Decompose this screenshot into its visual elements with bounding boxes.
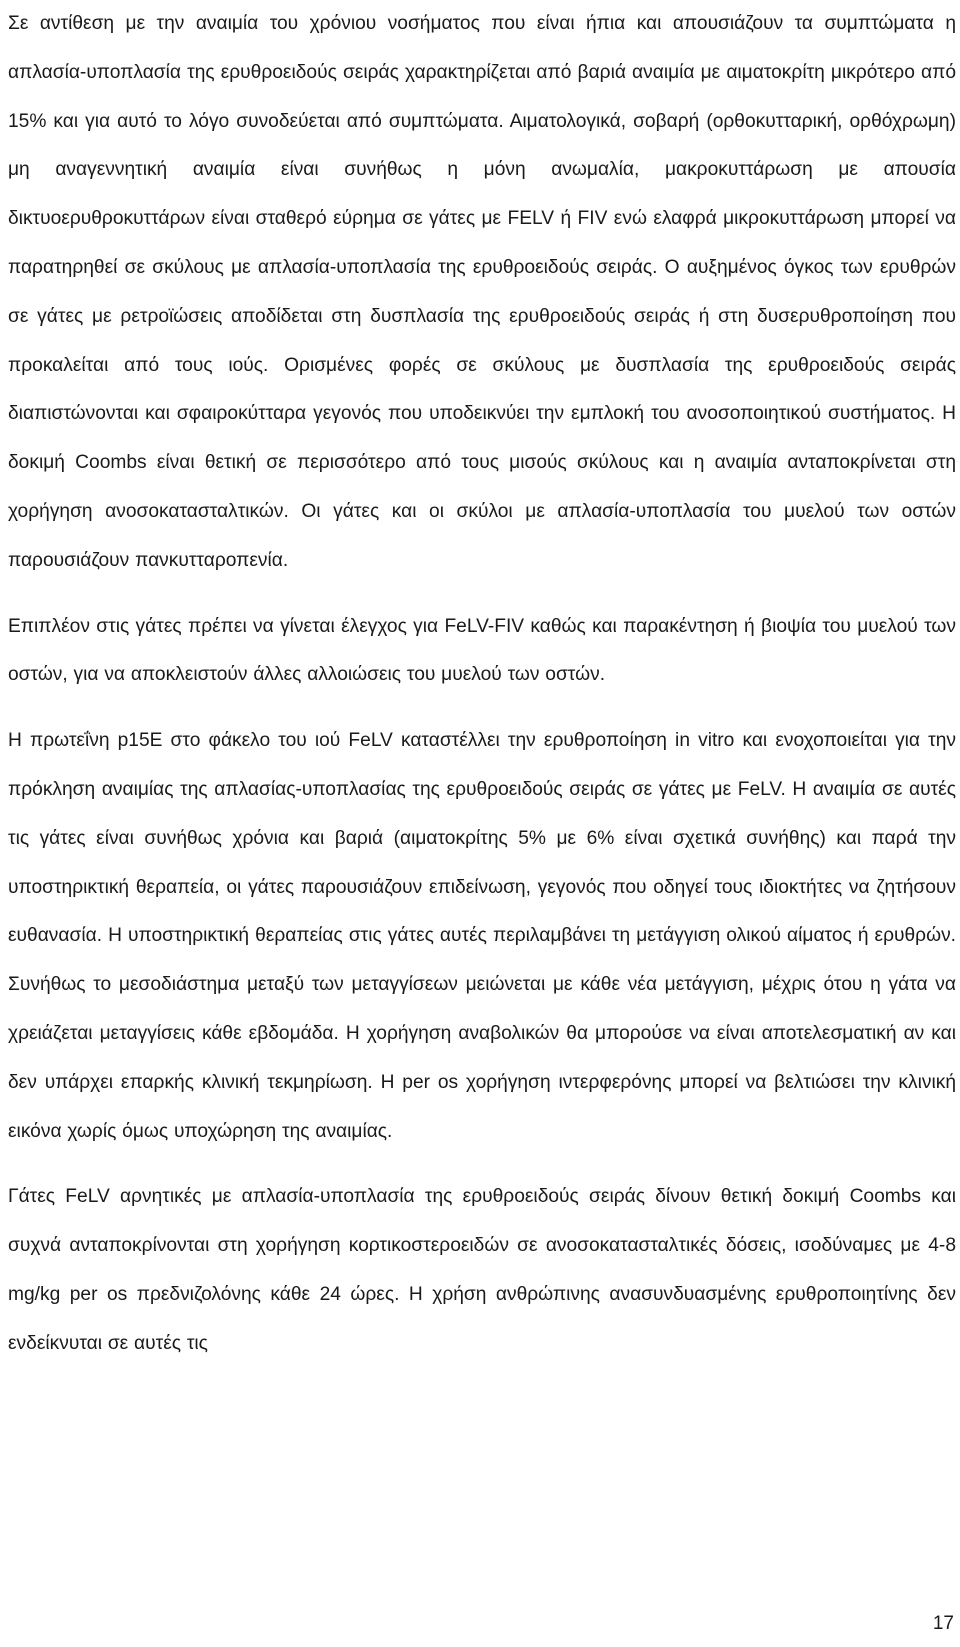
document-body xyxy=(8,0,956,1369)
paragraph-felv-negative-cats: Γάτες FeLV αρνητικές με απλασία-υποπλασία της ερυθροειδούς σειράς δίνουν θετική δοκιμή Coombs και συχνά ανταποκρίνονται στη χορήγηση κορτικοστεροειδών σε ανοσοκατασταλτικές δόσεις, ισοδύναμες με 4-8 mg/kg per os πρεδνιζολόνης κάθε 24 ώρες. Η χρήση ανθρώπινης ανασυνδυασμένης ερυθροποιητίνης δεν ενδείκνυται σε αυτές τις xyxy=(8,1186,956,1354)
paragraph-p15e-protein: Η πρωτεΐνη p15E στο φάκελο του ιού FeLV καταστέλλει την ερυθροποίηση in vitro και ενοχοποιείται για την πρόκληση αναιμίας της απλασίας-υποπλασίας της ερυθροειδούς σειράς σε γάτες με FeLV. Η αναιμία σε αυτές τις γάτες είναι συνήθως χρόνια και βαριά (αιματοκρίτης 5% με 6% είναι σχετικά συνήθης) και παρά την υποστηρικτική θεραπεία, οι γάτες παρουσιάζουν επιδείνωση, γεγονός που οδηγεί τους ιδιοκτήτες να ζητήσουν ευθανασία. Η υποστηρικτική θεραπείας στις γάτες αυτές περιλαμβάνει τη μετάγγιση ολικού αίματος ή ερυθρών. Συνήθως το μεσοδιάστημα μεταξύ των μεταγγίσεων μειώνεται με κάθε νέα μετάγγιση, μέχρις ότου η γάτα να χρειάζεται μεταγγίσεις κάθε εβδομάδα. Η χορήγηση αναβολικών θα μπορούσε να είναι αποτελεσματική αν και δεν υπάρχει επαρκής κλινική τεκμηρίωση. Η per os χορήγηση ιντερφερόνης μπορεί να βελτιώσει την κλινική εικόνα χωρίς όμως υποχώρηση της αναιμίας. xyxy=(8,730,956,1142)
paragraph-cat-testing: Επιπλέον στις γάτες πρέπει να γίνεται έλεγχος για FeLV-FIV καθώς και παρακέντηση ή βιοψία του μυελού των οστών, για να αποκλειστούν άλλες αλλοιώσεις του μυελού των οστών. xyxy=(8,615,956,686)
paragraph-aplasia-overview: Σε αντίθεση με την αναιμία του χρόνιου νοσήματος που είναι ήπια και απουσιάζουν τα συμπτώματα η απλασία-υποπλασία της ερυθροειδούς σειράς χαρακτηρίζεται από βαριά αναιμία με αιματοκρίτη μικρότερο από 15% και για αυτό το λόγο συνοδεύεται από συμπτώματα. Αιματολογικά, σοβαρή (ορθοκυτταρική, ορθόχρωμη) μη αναγεννητική αναιμία είναι συνήθως η μόνη ανωμαλία, μακροκυττάρωση με απουσία δικτυοερυθροκυττάρων είναι σταθερό εύρημα σε γάτες με FELV ή FIV ενώ ελαφρά μικροκυττάρωση μπορεί να παρατηρηθεί σε σκύλους με απλασία-υποπλασία της ερυθροειδούς σειράς. Ο αυξημένος όγκος των ερυθρών σε γάτες με ρετροϊώσεις αποδίδεται στη δυσπλασία της ερυθροειδούς σειράς ή στη δυσερυθροποίηση που προκαλείται από τους ιούς. Ορισμένες φορές σε σκύλους με δυσπλασία της ερυθροειδούς σειράς διαπιστώνονται και σφαιροκύτταρα γεγονός που υποδεικνύει την εμπλοκή του ανοσοποιητικού συστήματος. Η δοκιμή Coombs είναι θετική σε περισσότερο από τους μισούς σκύλους και η αναιμία ανταποκρίνεται στη χορήγηση ανοσοκατασταλτικών. Οι γάτες και οι σκύλοι με απλασία-υποπλασία του μυελού των οστών παρουσιάζουν πανκυτταροπενία. xyxy=(8,13,956,571)
page-number: 17 xyxy=(932,1613,954,1634)
